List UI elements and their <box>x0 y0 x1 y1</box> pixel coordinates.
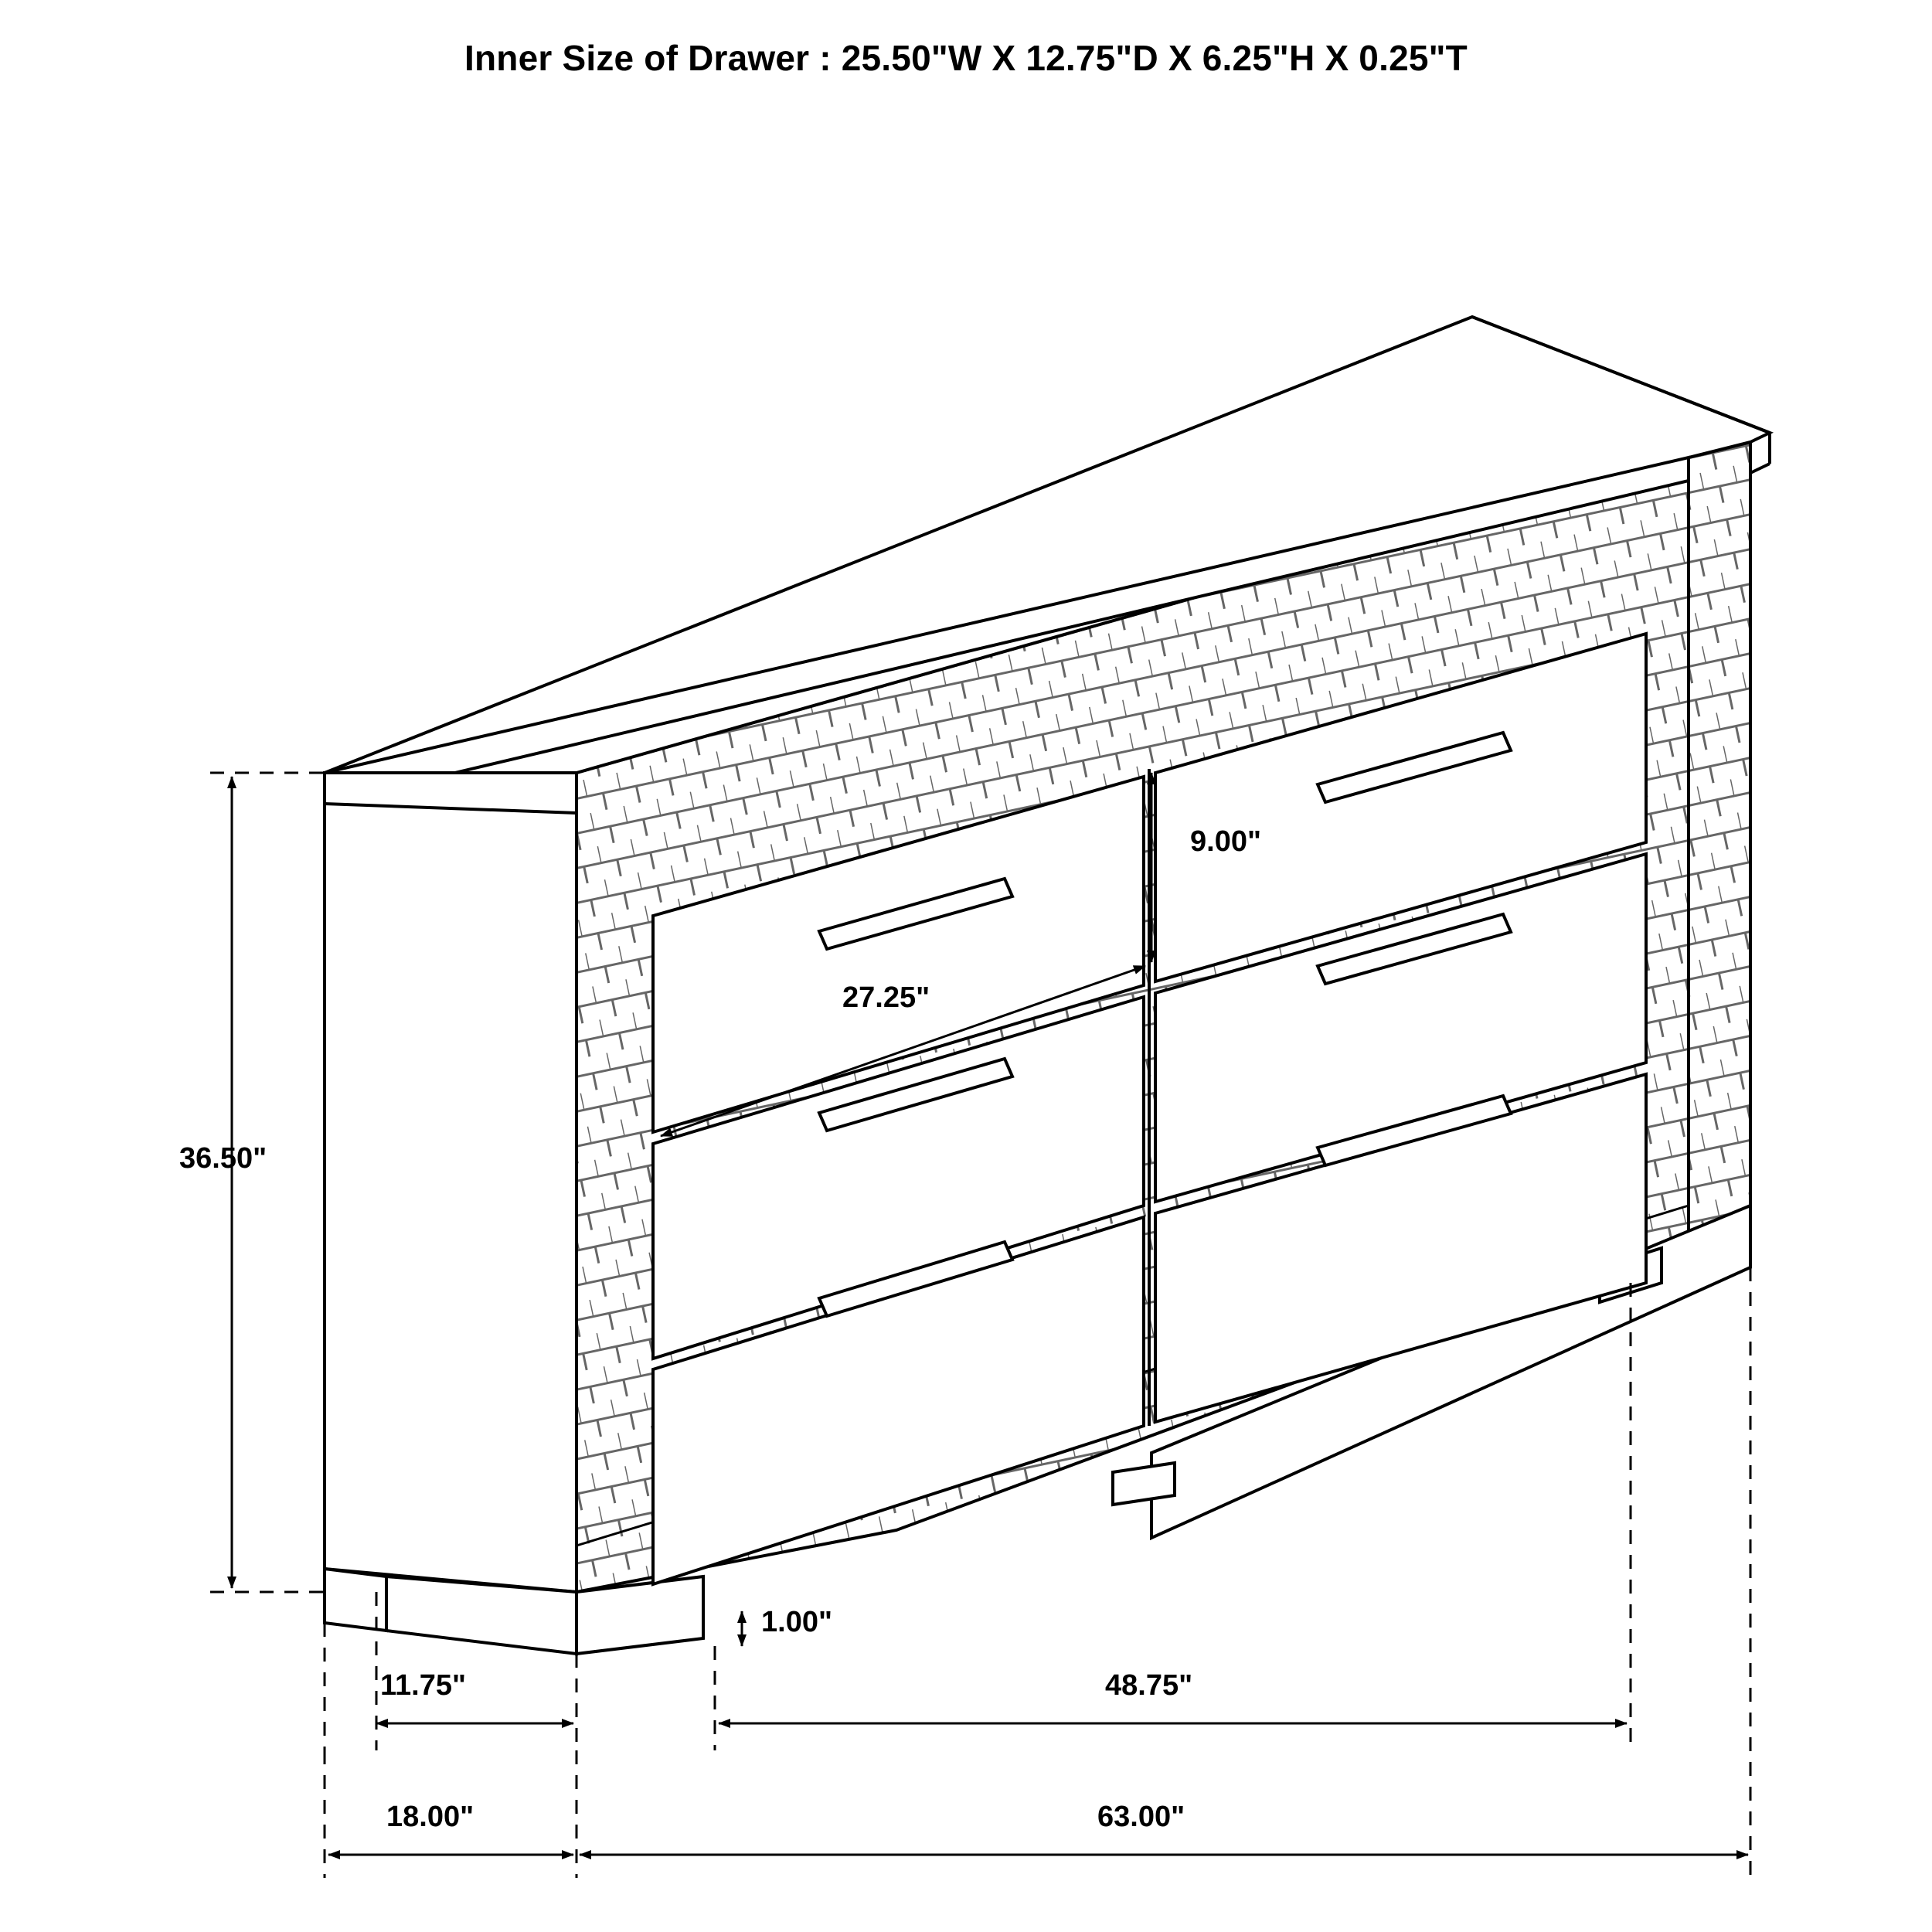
dresser-body <box>325 317 1770 1654</box>
dim-label-depth-overall: 18.00" <box>386 1801 474 1833</box>
dim-label-drawer-height: 9.00" <box>1190 825 1261 858</box>
dim-label-width-overall: 63.00" <box>1097 1801 1185 1833</box>
page-title: Inner Size of Drawer : 25.50"W X 12.75"D X 6.25"H X 0.25"T <box>464 38 1468 78</box>
dim-label-toe-kick: 1.00" <box>761 1606 832 1638</box>
left-side-panel <box>325 773 577 1592</box>
right-side-hatched-panel <box>1689 442 1750 1236</box>
dim-label-side-depth: 11.75" <box>380 1669 467 1702</box>
dim-label-height-overall: 36.50" <box>179 1142 267 1175</box>
dim-label-front-inner-width: 48.75" <box>1105 1669 1193 1702</box>
dim-label-drawer-width: 27.25" <box>842 981 930 1014</box>
